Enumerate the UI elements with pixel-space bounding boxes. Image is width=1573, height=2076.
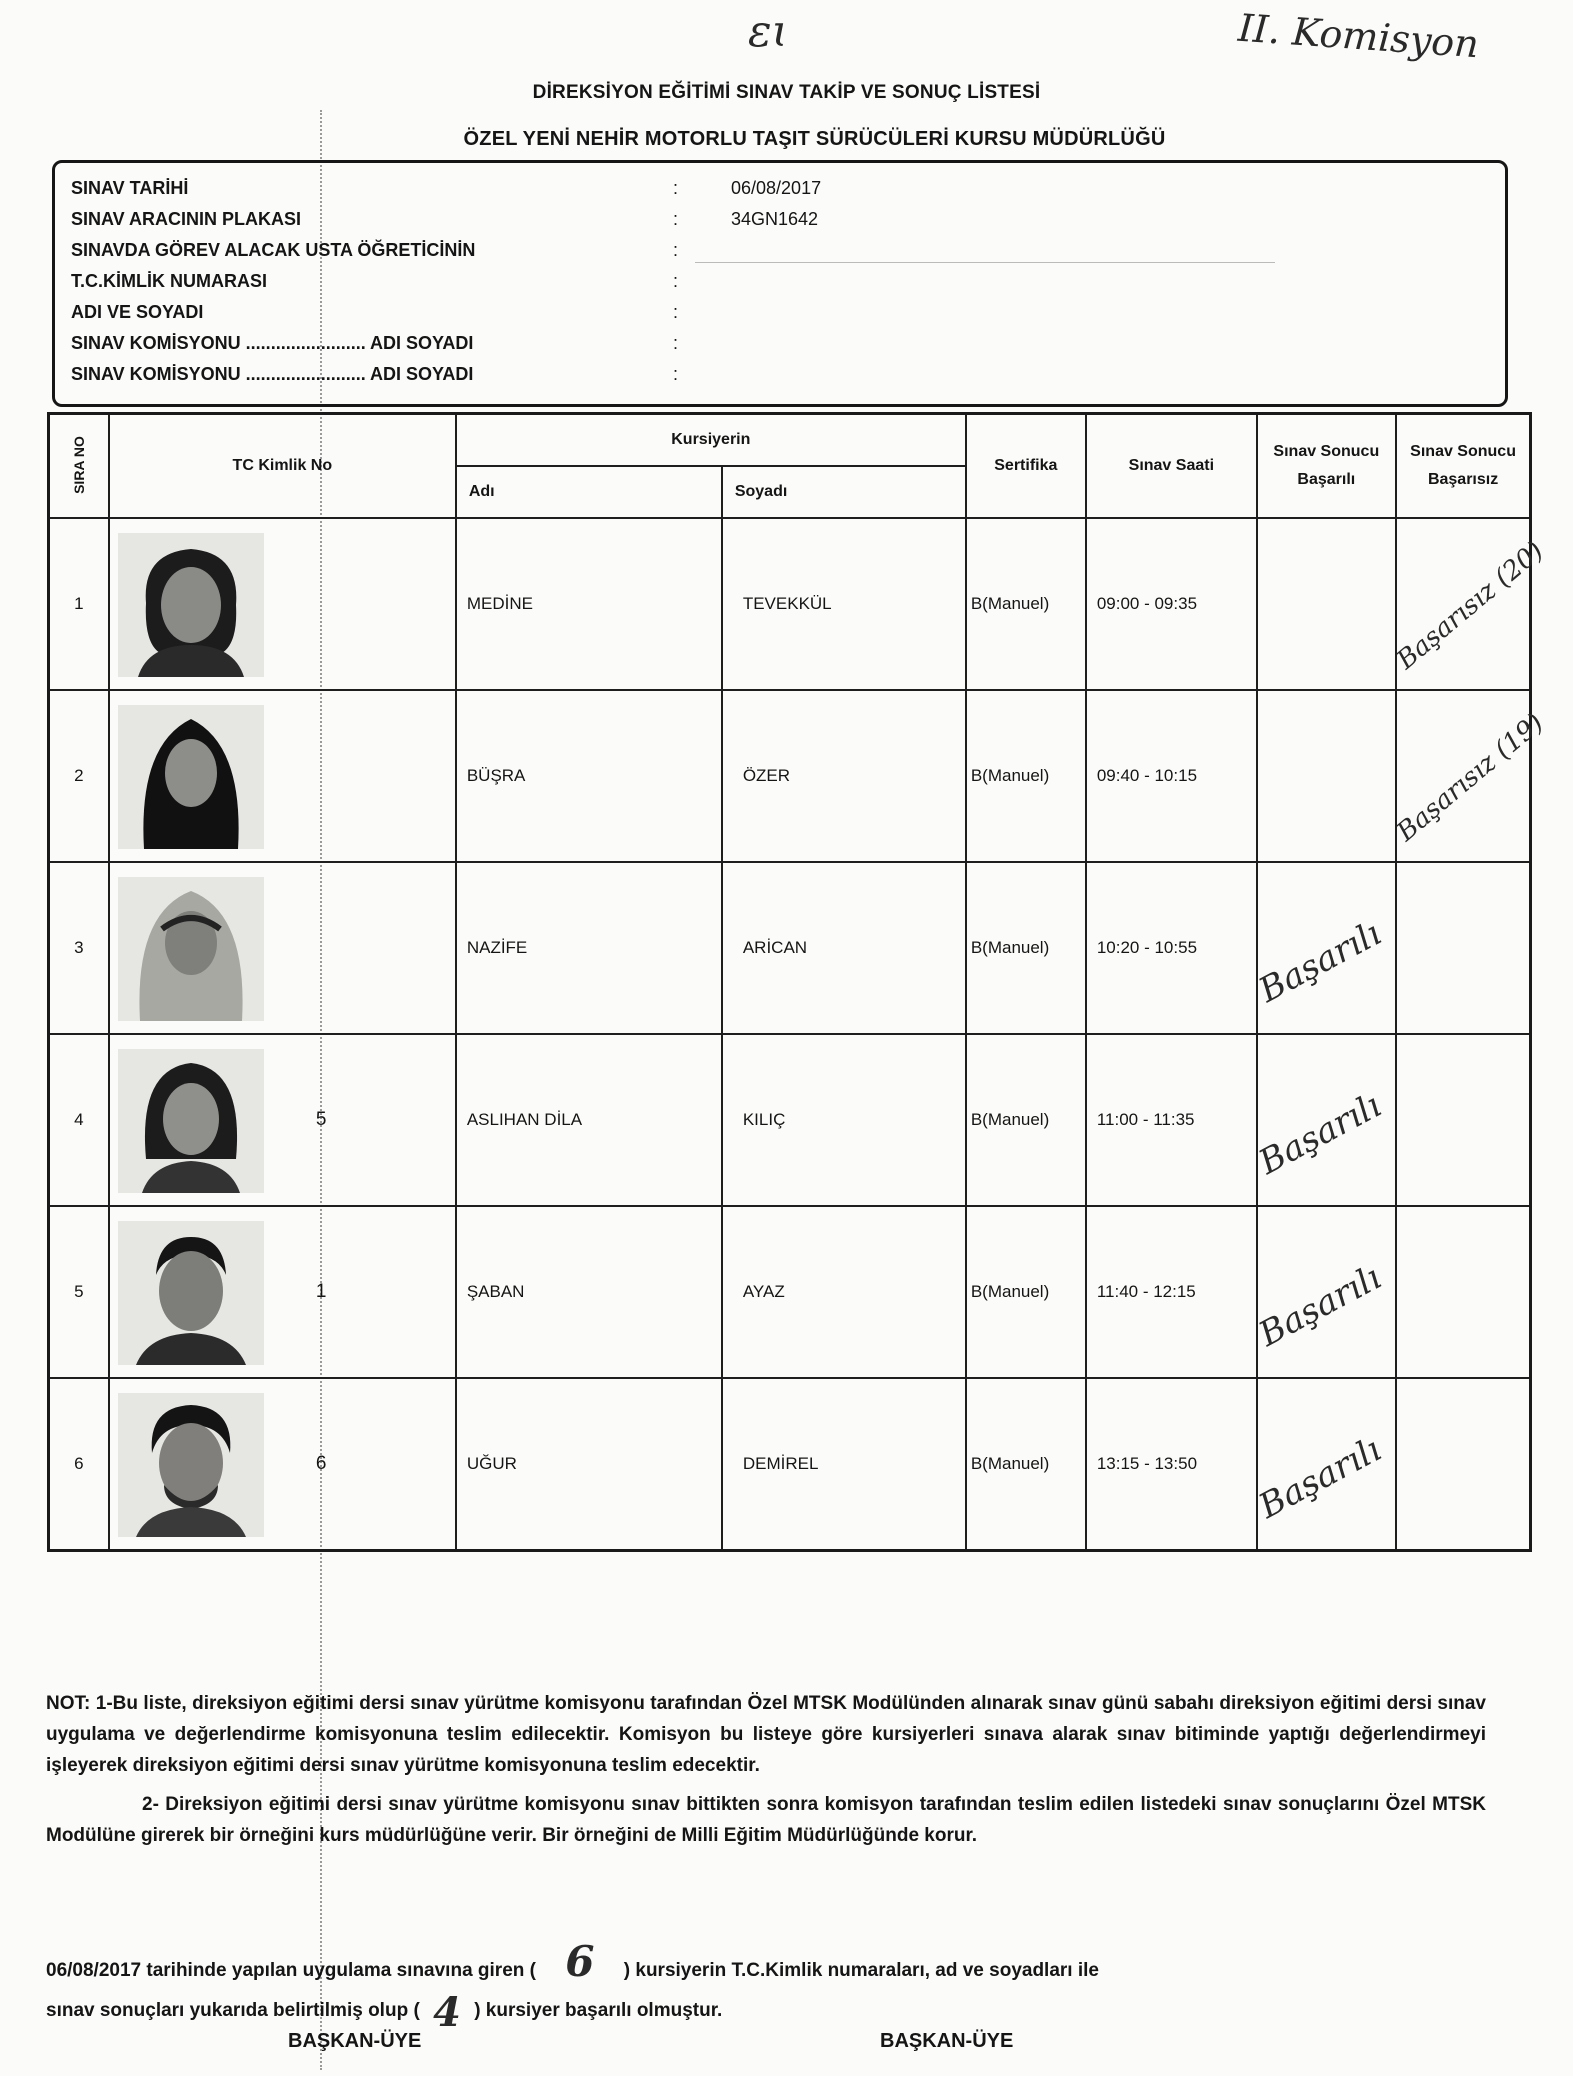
exam-time: 11:00 - 11:35 <box>1086 1034 1257 1206</box>
header-sonuc-basarisiz: Sınav Sonucu Başarısız <box>1396 414 1531 518</box>
page-title: DİREKSİYON EĞİTİMİ SINAV TAKİP VE SONUÇ LİSTESİ <box>532 82 1041 103</box>
student-photo <box>118 705 264 849</box>
student-first-name: ŞABAN <box>456 1206 722 1378</box>
result-failed <box>1396 1206 1531 1378</box>
result-passed: Başarılı <box>1257 1206 1396 1378</box>
result-failed: Başarısız (19) <box>1396 690 1531 862</box>
info-label-name: ADI VE SOYADI <box>71 302 204 322</box>
student-first-name: UĞUR <box>456 1378 722 1551</box>
info-value-exam-date: 06/08/2017 <box>731 178 822 198</box>
row-number: 1 <box>49 518 109 690</box>
result-failed <box>1396 862 1531 1034</box>
table-row <box>49 1206 1531 1378</box>
header-tc-kimlik: TC Kimlik No <box>109 414 456 518</box>
header-adi: Adı <box>456 466 722 518</box>
student-certificate: B(Manuel) <box>966 518 1086 690</box>
table-row <box>49 1378 1531 1551</box>
student-first-name: NAZİFE <box>456 862 722 1034</box>
result-failed <box>1396 1378 1531 1551</box>
tc-cell <box>109 1034 456 1206</box>
student-photo <box>118 1221 264 1365</box>
row-number: 4 <box>49 1034 109 1206</box>
tc-cell <box>109 1206 456 1378</box>
note-2: 2- Direksiyon eğitimi dersi sınav yürütme komisyonu sınav bittikten sonra komisyon tarafından teslim edilen listedeki sınav sonuçlarını Özel MTSK Modülüne girerek bir örneğini kurs müdürlüğüne verir. Bir örneğini de Milli Eğitim Müdürlüğünde korur. <box>46 1794 1486 1846</box>
student-certificate: B(Manuel) <box>966 1378 1086 1551</box>
tc-cell <box>109 1378 456 1551</box>
exam-time: 09:00 - 09:35 <box>1086 518 1257 690</box>
info-underline <box>695 262 1275 263</box>
tc-cell <box>109 690 456 862</box>
notes-section <box>46 1688 1486 1851</box>
row-number: 3 <box>49 862 109 1034</box>
row-number: 6 <box>49 1378 109 1551</box>
page-subtitle: ÖZEL YENİ NEHİR MOTORLU TAŞIT SÜRÜCÜLERİ KURSU MÜDÜRLÜĞÜ <box>463 128 1166 150</box>
summary-statement <box>46 1937 1486 2036</box>
result-failed <box>1396 1034 1531 1206</box>
info-label-commission-1: SINAV KOMİSYONU ........................ ADI SOYADI <box>71 333 474 353</box>
student-last-name: AYAZ <box>722 1206 966 1378</box>
result-failed: Başarısız (20) <box>1396 518 1531 690</box>
header-sertifika: Sertifika <box>966 414 1086 518</box>
tc-number: 5 <box>315 1108 327 1130</box>
note-1: NOT: 1-Bu liste, direksiyon eğitimi dersi sınav yürütme komisyonu tarafından Özel MTSK Modülünden alınarak sınav günü sabahı direksiyon eğitimi dersi sınav uygulama ve değerlendirme komisyonuna teslim edilecektir. Komisyon bu listeye göre kursiyerleri sınava alarak sınav bitiminde yaptığı değerlendirmeyi işleyerek direksiyon eğitimi dersi sınav yürütme komisyonuna teslim edecektir. <box>46 1693 1486 1776</box>
info-value-vehicle-plate: 34GN1642 <box>731 209 819 229</box>
student-photo <box>118 533 264 677</box>
exam-time: 13:15 - 13:50 <box>1086 1378 1257 1551</box>
student-first-name: MEDİNE <box>456 518 722 690</box>
table-row <box>49 690 1531 862</box>
exam-info-box <box>52 160 1508 407</box>
student-certificate: B(Manuel) <box>966 690 1086 862</box>
result-passed: Başarılı <box>1257 1034 1396 1206</box>
header-sinav-saati: Sınav Saati <box>1086 414 1257 518</box>
student-last-name: TEVEKKÜL <box>722 518 966 690</box>
header-sonuc-basarili: Sınav Sonucu Başarılı <box>1257 414 1396 518</box>
info-colon: : <box>673 209 679 229</box>
header-soyadi: Soyadı <box>722 466 966 518</box>
info-colon: : <box>673 364 679 384</box>
tc-cell <box>109 862 456 1034</box>
info-label-tc-number: T.C.KİMLİK NUMARASI <box>71 271 267 291</box>
count-total: 6 <box>565 1937 595 1986</box>
exam-time: 09:40 - 10:15 <box>1086 690 1257 862</box>
student-last-name: KILIÇ <box>722 1034 966 1206</box>
info-colon: : <box>673 271 679 291</box>
info-label-instructor: SINAVDA GÖREV ALACAK USTA ÖĞRETİCİNİN <box>71 240 476 260</box>
signature-right: BAŞKAN-ÜYE <box>880 2030 1014 2052</box>
handwritten-mark-top-left: ɛɩ <box>748 6 789 57</box>
header-sira-no: SIRA NO <box>49 414 109 518</box>
info-colon: : <box>673 178 679 198</box>
summary-line-1: 06/08/2017 tarihinde yapılan uygulama sınavına giren ( 6 ) kursiyerin T.C.Kimlik numaraları, ad ve soyadları ile <box>46 1937 1099 1986</box>
signature-left: BAŞKAN-ÜYE <box>288 2030 422 2052</box>
summary-line-2: sınav sonuçları yukarıda belirtilmiş olup ( 4 ) kursiyer başarılı olmuştur. <box>46 1989 723 2036</box>
header-kursiyerin: Kursiyerin <box>456 414 966 466</box>
exam-time: 10:20 - 10:55 <box>1086 862 1257 1034</box>
student-photo <box>118 1393 264 1537</box>
count-passed: 4 <box>433 1989 461 2036</box>
result-passed <box>1257 518 1396 690</box>
table-row <box>49 1034 1531 1206</box>
table-row <box>49 862 1531 1034</box>
handwritten-mark-top-right: II. Komisyon <box>1236 5 1481 67</box>
row-number: 2 <box>49 690 109 862</box>
result-passed: Başarılı <box>1257 862 1396 1034</box>
result-passed: Başarılı <box>1257 1378 1396 1551</box>
student-last-name: ARİCAN <box>722 862 966 1034</box>
tc-number: 1 <box>315 1280 327 1302</box>
student-last-name: ÖZER <box>722 690 966 862</box>
student-certificate: B(Manuel) <box>966 1034 1086 1206</box>
tc-cell <box>109 518 456 690</box>
info-colon: : <box>673 302 679 322</box>
result-passed <box>1257 690 1396 862</box>
student-photo <box>118 1049 264 1193</box>
info-label-commission-2: SINAV KOMİSYONU ........................ ADI SOYADI <box>71 364 474 384</box>
info-colon: : <box>673 333 679 353</box>
student-photo <box>118 877 264 1021</box>
student-certificate: B(Manuel) <box>966 862 1086 1034</box>
student-first-name: ASLIHAN DİLA <box>456 1034 722 1206</box>
student-last-name: DEMİREL <box>722 1378 966 1551</box>
info-label-exam-date: SINAV TARİHİ <box>71 178 189 198</box>
results-table <box>47 412 1550 1552</box>
row-number: 5 <box>49 1206 109 1378</box>
exam-time: 11:40 - 12:15 <box>1086 1206 1257 1378</box>
tc-number: 6 <box>315 1452 327 1474</box>
student-certificate: B(Manuel) <box>966 1206 1086 1378</box>
info-label-vehicle-plate: SINAV ARACININ PLAKASI <box>71 209 302 229</box>
table-row <box>49 518 1531 690</box>
info-colon: : <box>673 240 679 260</box>
student-first-name: BÜŞRA <box>456 690 722 862</box>
